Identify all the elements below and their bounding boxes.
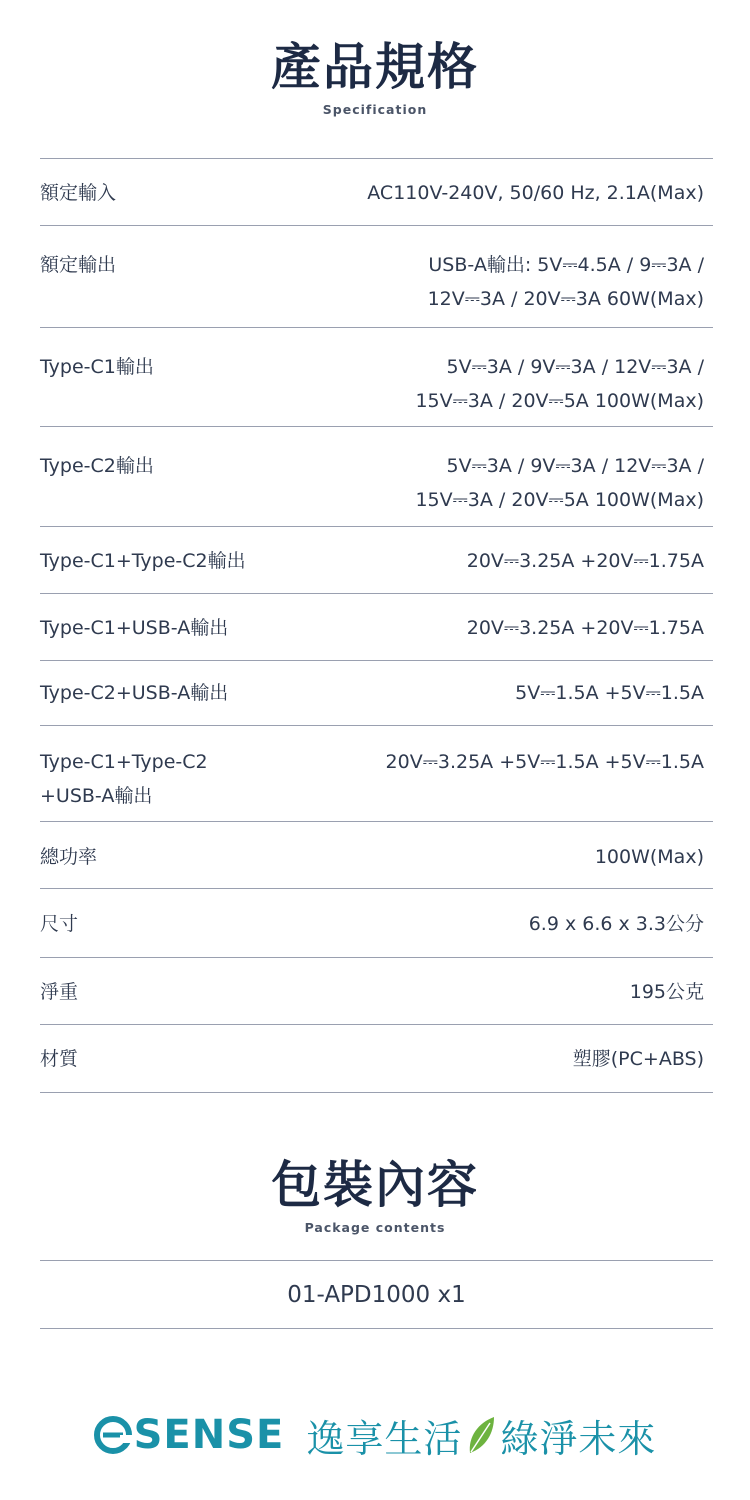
spec-label: Type-C1+Type-C2 +USB-A輸出: [40, 751, 208, 807]
spec-label: 總功率: [40, 846, 98, 868]
slogan-part-2: 綠淨未來: [500, 1416, 657, 1461]
spec-value-line: 5V⎓3A / 9V⎓3A / 12V⎓3A /: [446, 356, 704, 378]
spec-value-line: USB-A輸出: 5V⎓4.5A / 9⎓3A /: [428, 254, 704, 276]
spec-label: Type-C2+USB-A輸出: [40, 682, 229, 704]
spec-label: 額定輸入: [40, 182, 117, 204]
spec-value: [78, 907, 704, 941]
spec-label: Type-C1+Type-C2輸出: [40, 550, 246, 572]
package-item: 01-APD1000 x1: [40, 1261, 713, 1329]
leaf-icon: [466, 1415, 496, 1455]
package-subtitle: Package contents: [304, 1220, 446, 1235]
spec-row: [40, 661, 713, 726]
spec-title: 產品規格: [271, 38, 479, 96]
spec-value-line: 5V⎓1.5A +5V⎓1.5A: [515, 682, 704, 704]
spec-value-line: 20V⎓3.25A +20V⎓1.75A: [466, 550, 704, 572]
spec-label: 淨重: [40, 981, 79, 1003]
spec-value: [154, 449, 704, 517]
spec-row: [40, 527, 713, 594]
spec-label: Type-C2輸出: [40, 455, 154, 477]
brand-logo: [94, 1412, 285, 1458]
spec-label: 材質: [40, 1048, 79, 1070]
spec-row: [40, 889, 713, 958]
package-title: 包裝內容: [271, 1156, 479, 1214]
spec-subtitle: Specification: [322, 102, 428, 117]
spec-value-line: AC110V-240V, 50/60 Hz, 2.1A(Max): [367, 182, 704, 204]
spec-value-line: 195公克: [629, 981, 704, 1003]
spec-value-line: 100W(Max): [594, 846, 704, 868]
spec-row: [40, 328, 713, 427]
slogan-part-1: 逸享生活: [306, 1416, 463, 1461]
spec-value-line: 20V⎓3.25A +5V⎓1.5A +5V⎓1.5A: [385, 751, 704, 773]
spec-row: [40, 427, 713, 527]
spec-row: [40, 1025, 713, 1093]
spec-value: [116, 176, 704, 210]
spec-header: [0, 38, 750, 117]
brand-footer: [0, 1405, 750, 1465]
spec-value: [78, 975, 704, 1009]
spec-value: [97, 840, 704, 874]
spec-value-line: 6.9 x 6.6 x 3.3公分: [528, 913, 704, 935]
spec-label: 額定輸出: [40, 254, 117, 276]
spec-value: [228, 676, 704, 710]
spec-value: [78, 1042, 704, 1076]
spec-value: [228, 611, 704, 645]
spec-value-line: 15V⎓3A / 20V⎓5A 100W(Max): [415, 390, 704, 412]
spec-value-line: 塑膠(PC+ABS): [572, 1048, 704, 1070]
brand-e-icon: [94, 1416, 132, 1454]
spec-value: [154, 350, 704, 418]
spec-value-line: 20V⎓3.25A +20V⎓1.75A: [466, 617, 704, 639]
spec-row: [40, 226, 713, 328]
spec-value-line: 5V⎓3A / 9V⎓3A / 12V⎓3A /: [446, 455, 704, 477]
spec-row: [40, 822, 713, 889]
package-table: [40, 1260, 713, 1329]
spec-value-line: 15V⎓3A / 20V⎓5A 100W(Max): [415, 489, 704, 511]
spec-row: [40, 726, 713, 822]
spec-value: [246, 544, 704, 578]
package-header: [0, 1156, 750, 1235]
spec-label: Type-C1輸出: [40, 356, 154, 378]
spec-row: [40, 958, 713, 1025]
spec-row: [40, 594, 713, 661]
spec-label: 尺寸: [40, 913, 79, 935]
spec-value: [116, 248, 704, 316]
spec-value-line: 12V⎓3A / 20V⎓3A 60W(Max): [427, 288, 704, 310]
spec-table: [40, 158, 713, 1093]
spec-label: Type-C1+USB-A輸出: [40, 617, 229, 639]
spec-row: [40, 159, 713, 226]
brand-name: SENSE: [133, 1412, 285, 1458]
spec-value: [208, 745, 704, 779]
